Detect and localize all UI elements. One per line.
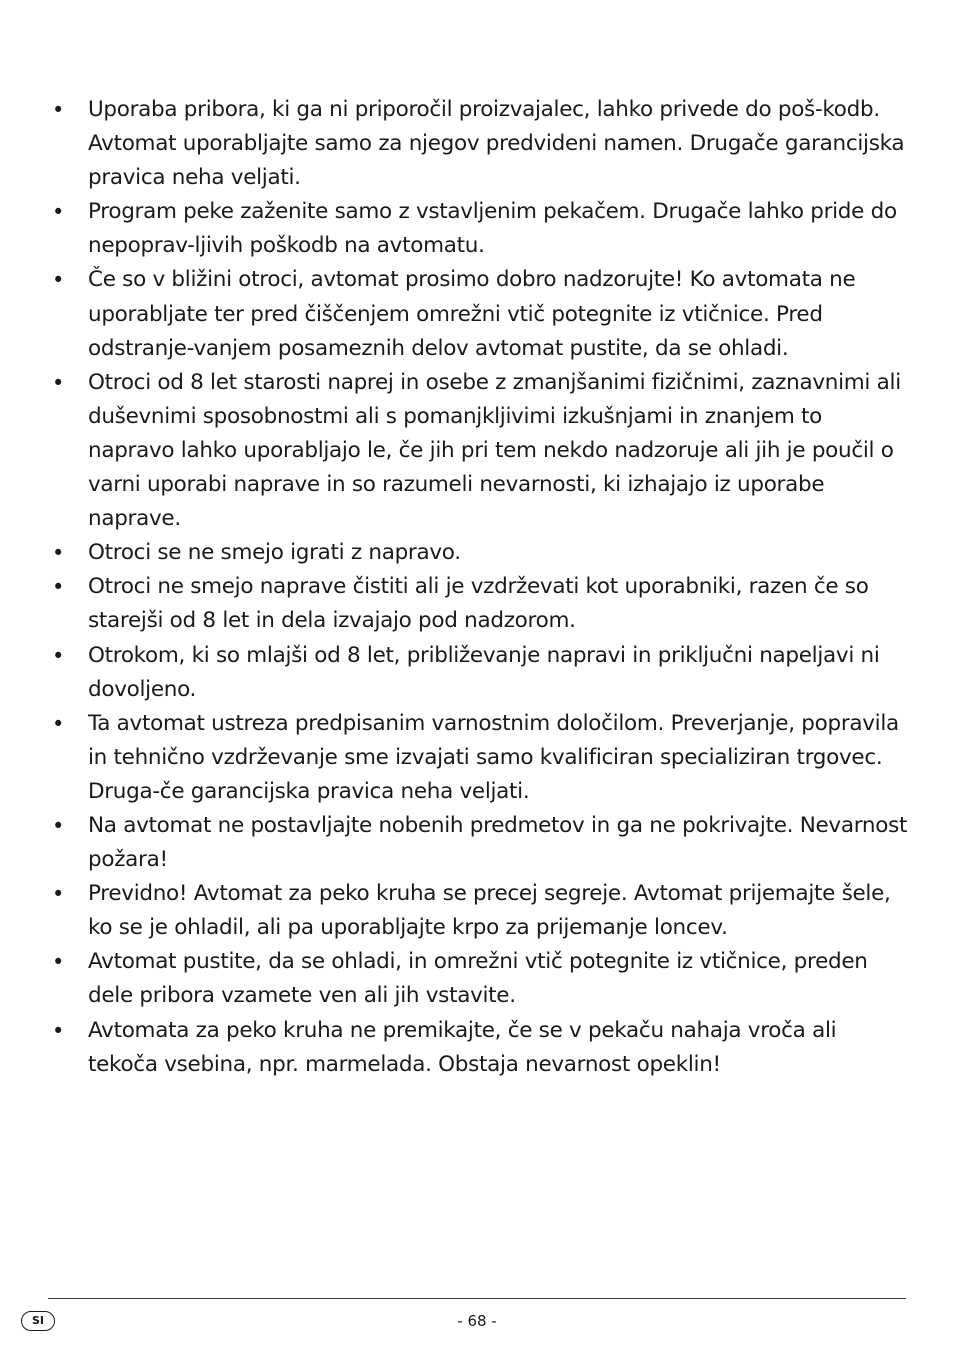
list-item <box>48 877 908 945</box>
list-item <box>48 366 908 536</box>
bullet-icon: • <box>52 711 65 736</box>
list-item-text: Previdno! Avtomat za peko kruha se precej segreje. Avtomat prijemajte šele, ko se je ohladil, ali pa uporabljajte krpo za prijemanje loncev. <box>88 881 891 941</box>
bullet-icon: • <box>52 950 65 975</box>
bullet-icon: • <box>52 813 65 838</box>
list-item <box>48 639 908 707</box>
bullet-icon: • <box>52 643 65 668</box>
list-item-text: Ta avtomat ustreza predpisanim varnostnim določilom. Preverjanje, popravila in tehnično vzdrževanje sme izvajati samo kvalificiran specializiran trgovec. Druga-če garancijska pravica neha veljati. <box>88 710 899 804</box>
bullet-icon: • <box>52 882 65 907</box>
list-item-text: Program peke zaženite samo z vstavljenim pekačem. Drugače lahko pride do nepoprav-ljivih poškodb na avtomatu. <box>88 199 897 259</box>
bullet-icon: • <box>52 370 65 395</box>
bullet-icon: • <box>52 1018 65 1043</box>
bullet-icon: • <box>52 98 65 122</box>
bullet-icon: • <box>52 200 65 225</box>
bullet-icon: • <box>52 268 65 293</box>
list-item-text: Otrokom, ki so mlajši od 8 let, približevanje napravi in priključni napeljavi ni dovoljeno. <box>88 642 880 702</box>
list-item <box>48 707 908 809</box>
list-item-text: Uporaba pribora, ki ga ni priporočil proizvajalec, lahko privede do poš-kodb. Avtomat uporabljajte samo za njegov predvideni namen. Drugače garancijska pravica neha veljati. <box>88 97 905 191</box>
list-item-text: Na avtomat ne postavljajte nobenih predmetov in ga ne pokrivajte. Nevarnost požara! <box>88 812 908 873</box>
list-item-text: Če so v bližini otroci, avtomat prosimo dobro nadzorujte! Ko avtomata ne uporabljate ter pred čiščenjem omrežni vtič potegnite iz vtičnice. Pred odstranje-vanjem posameznih delov avtomat pustite, da se ohladi. <box>88 267 856 361</box>
bullet-icon: • <box>52 575 65 600</box>
list-item <box>48 809 908 877</box>
list-item <box>48 1014 908 1082</box>
footer-divider <box>48 1298 906 1299</box>
list-item <box>48 93 908 195</box>
language-badge: SI <box>21 1311 55 1331</box>
list-item-text: Otroci ne smejo naprave čistiti ali je vzdrževati kot uporabniki, razen če so starejši od 8 let in dela izvajajo pod nadzorom. <box>88 574 869 634</box>
list-item-text: Avtomata za peko kruha ne premikajte, če se v pekaču nahaja vroča ali tekoča vsebina, npr. marmelada. Obstaja nevarnost opeklin! <box>88 1017 837 1077</box>
list-item <box>48 195 908 263</box>
page-number: - 68 - <box>457 1312 497 1330</box>
list-item-text: Otroci od 8 let starosti naprej in osebe z zmanjšanimi fizičnimi, zaznavnimi ali duševnimi sposobnostmi ali s pomanjkljivimi izkušnjami in znanjem to napravo lahko uporabljajo le, če jih pri tem nekdo nadzoruje ali jih je poučil o varni uporabi naprave in so razumeli nevarnosti, ki izhajajo iz uporabe naprave. <box>88 369 901 532</box>
bullet-icon: • <box>52 541 65 566</box>
list-item <box>48 263 908 365</box>
safety-instructions-list <box>48 93 908 1082</box>
list-item-text: Otroci se ne smejo igrati z napravo. <box>88 540 461 566</box>
list-item-text: Avtomat pustite, da se ohladi, in omrežni vtič potegnite iz vtičnice, preden dele pribora vzamete ven ali jih vstavite. <box>88 949 868 1009</box>
list-item <box>48 536 908 570</box>
list-item <box>48 945 908 1013</box>
list-item <box>48 570 908 638</box>
